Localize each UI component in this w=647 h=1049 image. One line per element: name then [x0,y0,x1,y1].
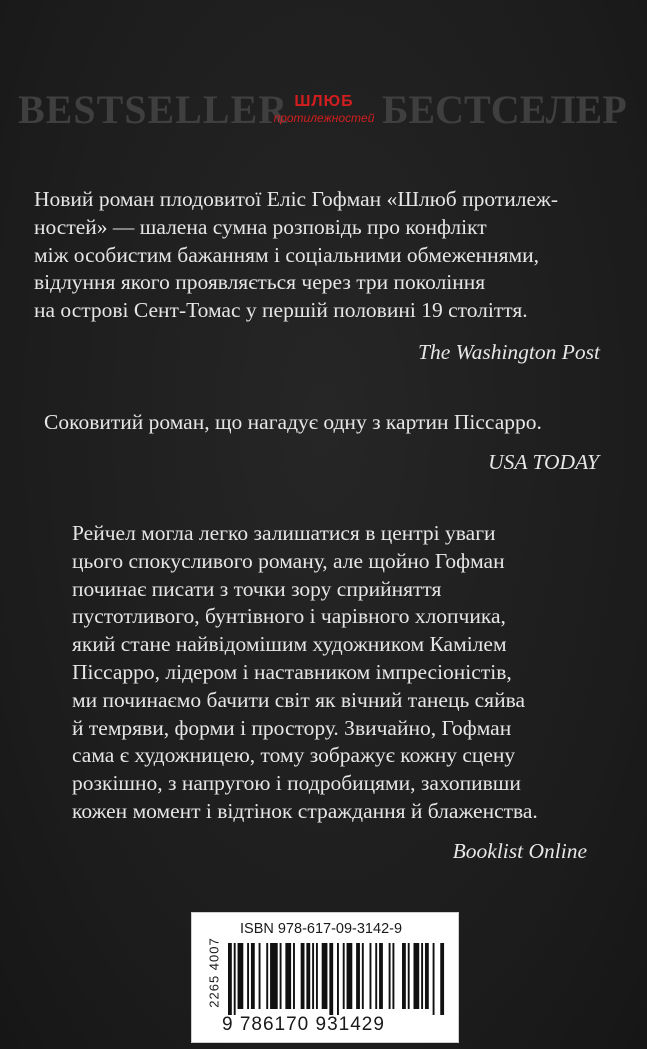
review-line: ми починаємо бачити світ як вічний танець сяйва [72,687,525,712]
review-line: на острові Сент-Томас у першій половині 19 століття. [34,298,528,323]
review-source-1: The Washington Post [418,340,600,364]
bestseller-latin-word: BESTSELLER [18,87,289,132]
review-line: Соковитий роман, що нагадує одну з картин Піссарро. [44,410,542,434]
header-banner [0,84,647,140]
barcode-bar [329,943,333,1015]
barcode-bar [370,943,372,1009]
barcode-bar [266,943,268,1009]
review-source-2: USA TODAY [488,450,599,474]
barcode-bar [247,943,249,1009]
barcode-bar [228,943,232,1015]
logo-subtitle: протилежностей [273,111,375,125]
review-line: й темряви, форми і простору. Звичайно, Гофман [72,715,512,740]
barcode-bar [440,943,444,1015]
barcode-bar [362,943,364,1009]
review-line: між особистим бажанням і соціальними обмеженнями, [34,242,540,267]
barcode-bar [285,943,291,1009]
review-quote-2 [44,409,542,437]
review-line: кожен момент і відтінок страждання й блаженства. [72,798,538,823]
review-line: Піссарро, лідером і наставником імпресіоністів, [72,659,512,684]
barcode-bar [425,943,429,1009]
review-quote-1 [34,186,558,325]
barcode-bar [356,943,360,1009]
review-line: починає писати з точки зору сприйняття [72,576,442,601]
review-source-3: Booklist Online [452,839,587,863]
review-line: Рейчел могла легко залишатися в центрі уваги [72,521,496,545]
isbn-barcode-label [191,912,459,1043]
review-quote-3 [72,520,538,826]
barcode-bar [259,943,261,1009]
barcode-bar [293,943,295,1009]
barcode-bar [251,943,255,1009]
barcode-bar [413,943,419,1009]
barcode-digits: 9 786170 931429 [222,1014,385,1035]
review-line: цього спокусливого роману, але щойно Гофман [72,548,505,573]
review-line: розкішно, з напругою і подробицями, захопивши [72,771,521,796]
review-line: пустотливого, бунтівного і чарівного хлопчика, [72,604,506,629]
barcode-bar [375,943,377,1009]
book-title-logo [270,94,378,124]
barcode-bar [402,943,406,1009]
isbn-number: ISBN 978-617-09-3142-9 [240,921,403,937]
barcode-bar [389,943,391,1009]
side-code: 2265 4007 [206,937,222,1008]
barcode-bar [301,943,305,1009]
barcode-bar [433,943,435,1015]
bestseller-cyrillic-word: БЕСТСЕЛЕР [382,87,627,132]
barcode-bar [238,943,244,1009]
barcode-bar [337,943,339,1015]
logo-title: ШЛЮБ [294,93,354,110]
barcode-bar [421,943,423,1009]
barcode-bar [306,943,310,1009]
review-line: Новий роман плодовитої Еліс Гофман «Шлюб протилеж- [34,187,559,211]
barcode-bar [316,943,318,1009]
barcode-bar [280,943,282,1009]
barcode-bar [312,943,314,1009]
barcode-bars [228,943,446,1015]
review-line: відлуння якого проявляється через три покоління [34,270,486,295]
barcode-bar [322,943,328,1009]
barcode-bar [270,943,278,1009]
barcode-bar [343,943,345,1009]
review-line: сама є художницею, тому зображує кожну сцену [72,743,516,768]
barcode-bar [347,943,353,1009]
review-line: ностей» — шалена сумна розповідь про конфлікт [34,214,487,239]
barcode-bar [408,943,410,1009]
barcode-bar [379,943,383,1009]
barcode-bar [392,943,394,1009]
review-line: який стане найвідомішим художником Камілем [72,632,507,657]
barcode-bar [234,943,236,1015]
